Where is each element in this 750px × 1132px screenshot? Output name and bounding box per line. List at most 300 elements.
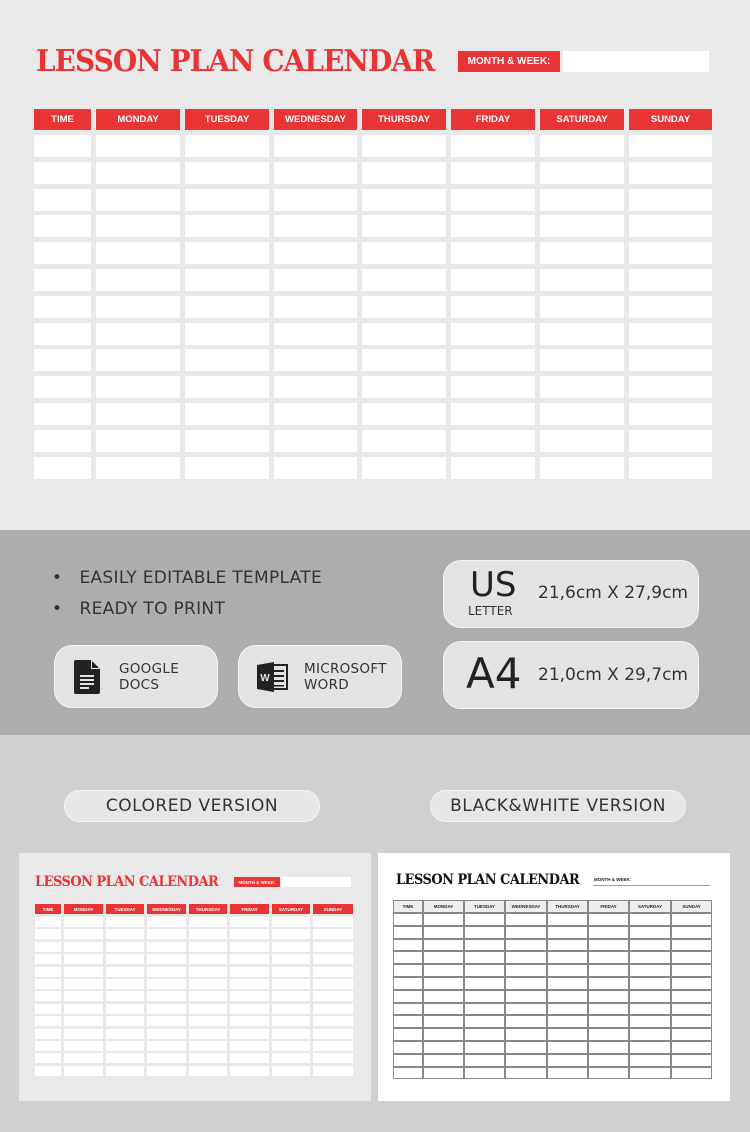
- calendar-title: LESSON PLAN CALENDAR: [36, 44, 435, 79]
- colored-version-preview: [19, 853, 371, 1101]
- preview-column-header: THURSDAY: [547, 900, 588, 913]
- preview-cell: [671, 977, 712, 990]
- calendar-cell[interactable]: [540, 376, 624, 398]
- preview-cell: [547, 990, 588, 1003]
- calendar-cell[interactable]: [629, 349, 712, 371]
- calendar-cell[interactable]: [362, 403, 446, 425]
- month-week-input[interactable]: [563, 51, 709, 72]
- preview-month-line: [593, 885, 710, 886]
- preview-cell: [505, 926, 547, 939]
- preview-cell: [106, 942, 144, 952]
- calendar-cell[interactable]: [274, 349, 357, 371]
- preview-cell: [272, 954, 310, 964]
- calendar-cell[interactable]: [451, 269, 535, 291]
- preview-cell: [272, 967, 310, 977]
- calendar-cell[interactable]: [34, 349, 91, 371]
- calendar-cell[interactable]: [451, 215, 535, 237]
- calendar-cell[interactable]: [96, 269, 180, 291]
- bw-version-label: BLACK&WHITE VERSION: [430, 790, 686, 822]
- preview-cell: [189, 929, 227, 939]
- calendar-cell[interactable]: [274, 296, 357, 318]
- preview-cell: [393, 1054, 423, 1067]
- calendar-cell[interactable]: [629, 403, 712, 425]
- preview-cell: [106, 991, 144, 1001]
- preview-cell: [64, 979, 103, 989]
- calendar-cell[interactable]: [185, 162, 269, 184]
- column-header-thursday: THURSDAY: [362, 109, 446, 130]
- calendar-cell[interactable]: [34, 430, 91, 452]
- calendar-cell[interactable]: [629, 162, 712, 184]
- preview-cell: [35, 1066, 61, 1076]
- preview-cell: [464, 1003, 505, 1016]
- preview-cell: [547, 951, 588, 964]
- calendar-cell[interactable]: [34, 135, 91, 157]
- preview-cell: [64, 1029, 103, 1039]
- size-name: A4: [466, 649, 522, 698]
- preview-cell: [272, 1016, 310, 1026]
- preview-cell: [505, 1067, 547, 1080]
- preview-cell: [423, 1003, 464, 1016]
- calendar-cell[interactable]: [362, 242, 446, 264]
- preview-cell: [671, 926, 712, 939]
- calendar-cell[interactable]: [540, 403, 624, 425]
- preview-column-header: FRIDAY: [588, 900, 629, 913]
- preview-cell: [272, 917, 310, 927]
- preview-cell: [464, 964, 505, 977]
- calendar-cell[interactable]: [96, 242, 180, 264]
- preview-cell: [588, 951, 629, 964]
- preview-cell: [106, 1066, 144, 1076]
- preview-cell: [423, 990, 464, 1003]
- preview-cell: [230, 979, 269, 989]
- features-section: [0, 530, 750, 735]
- preview-cell: [147, 929, 186, 939]
- preview-cell: [547, 1054, 588, 1067]
- preview-cell: [629, 926, 671, 939]
- preview-cell: [230, 954, 269, 964]
- microsoft-word-icon: [257, 662, 289, 692]
- preview-cell: [35, 1029, 61, 1039]
- preview-cell: [629, 1028, 671, 1041]
- preview-cell: [64, 1053, 103, 1063]
- preview-cell: [423, 977, 464, 990]
- calendar-cell[interactable]: [540, 296, 624, 318]
- calendar-cell[interactable]: [362, 189, 446, 211]
- preview-cell: [423, 951, 464, 964]
- calendar-cell[interactable]: [540, 323, 624, 345]
- preview-cell: [230, 991, 269, 1001]
- calendar-cell[interactable]: [274, 135, 357, 157]
- preview-cell: [106, 979, 144, 989]
- preview-cell: [313, 991, 353, 1001]
- preview-cell: [393, 1028, 423, 1041]
- calendar-cell[interactable]: [96, 215, 180, 237]
- calendar-cell[interactable]: [451, 296, 535, 318]
- preview-cell: [35, 1053, 61, 1063]
- preview-cell: [106, 1053, 144, 1063]
- calendar-cell[interactable]: [362, 269, 446, 291]
- preview-cell: [547, 1028, 588, 1041]
- preview-cell: [464, 913, 505, 926]
- preview-cell: [671, 1028, 712, 1041]
- preview-month-label: MONTH & WEEK:: [594, 877, 632, 882]
- calendar-cell[interactable]: [96, 189, 180, 211]
- preview-cell: [393, 964, 423, 977]
- preview-cell: [588, 1028, 629, 1041]
- calendar-cell[interactable]: [96, 349, 180, 371]
- preview-cell: [629, 913, 671, 926]
- calendar-cell[interactable]: [274, 242, 357, 264]
- calendar-cell[interactable]: [451, 135, 535, 157]
- size-dims: 21,0cm X 29,7cm: [538, 665, 688, 685]
- preview-cell: [671, 951, 712, 964]
- main-calendar-section: [0, 0, 750, 530]
- preview-cell: [393, 1067, 423, 1080]
- calendar-cell[interactable]: [185, 242, 269, 264]
- calendar-cell[interactable]: [540, 189, 624, 211]
- size-sub: LETTER: [468, 604, 513, 618]
- calendar-cell[interactable]: [451, 162, 535, 184]
- calendar-cell[interactable]: [629, 215, 712, 237]
- preview-cell: [64, 917, 103, 927]
- calendar-cell[interactable]: [34, 296, 91, 318]
- preview-cell: [393, 913, 423, 926]
- calendar-cell[interactable]: [540, 215, 624, 237]
- preview-column-header: SUNDAY: [313, 904, 353, 914]
- preview-cell: [505, 1028, 547, 1041]
- preview-cell: [64, 1004, 103, 1014]
- feature-item: • READY TO PRINT: [52, 599, 226, 619]
- calendar-cell[interactable]: [274, 376, 357, 398]
- preview-cell: [147, 1066, 186, 1076]
- preview-cell: [588, 913, 629, 926]
- preview-cell: [64, 967, 103, 977]
- preview-cell: [230, 917, 269, 927]
- preview-cell: [423, 913, 464, 926]
- column-header-sunday: SUNDAY: [629, 109, 712, 130]
- calendar-cell[interactable]: [96, 430, 180, 452]
- preview-cell: [464, 951, 505, 964]
- preview-cell: [189, 1053, 227, 1063]
- preview-cell: [629, 939, 671, 952]
- preview-cell: [147, 979, 186, 989]
- preview-cell: [106, 1029, 144, 1039]
- calendar-cell[interactable]: [362, 457, 446, 479]
- preview-cell: [671, 1015, 712, 1028]
- calendar-cell[interactable]: [274, 162, 357, 184]
- preview-cell: [393, 977, 423, 990]
- preview-cell: [35, 991, 61, 1001]
- preview-cell: [64, 942, 103, 952]
- calendar-cell[interactable]: [451, 349, 535, 371]
- preview-cell: [35, 979, 61, 989]
- preview-cell: [189, 917, 227, 927]
- preview-cell: [423, 1067, 464, 1080]
- preview-cell: [230, 1004, 269, 1014]
- google-docs-card: [54, 645, 218, 708]
- calendar-cell[interactable]: [540, 162, 624, 184]
- preview-cell: [505, 951, 547, 964]
- preview-cell: [464, 1041, 505, 1054]
- calendar-cell[interactable]: [274, 323, 357, 345]
- preview-cell: [547, 1041, 588, 1054]
- preview-cell: [547, 1015, 588, 1028]
- calendar-cell[interactable]: [34, 242, 91, 264]
- preview-cell: [35, 1016, 61, 1026]
- preview-cell: [505, 964, 547, 977]
- preview-cell: [147, 967, 186, 977]
- preview-cell: [393, 990, 423, 1003]
- preview-column-header: TUESDAY: [464, 900, 505, 913]
- calendar-cell[interactable]: [451, 189, 535, 211]
- preview-cell: [313, 942, 353, 952]
- calendar-cell[interactable]: [185, 403, 269, 425]
- calendar-cell[interactable]: [34, 215, 91, 237]
- preview-cell: [147, 1016, 186, 1026]
- month-week-label: MONTH & WEEK:: [458, 51, 560, 72]
- calendar-cell[interactable]: [185, 189, 269, 211]
- colored-version-label: COLORED VERSION: [64, 790, 320, 822]
- preview-cell: [629, 1041, 671, 1054]
- calendar-cell[interactable]: [540, 135, 624, 157]
- preview-cell: [464, 939, 505, 952]
- calendar-cell[interactable]: [274, 189, 357, 211]
- preview-cell: [547, 977, 588, 990]
- calendar-cell[interactable]: [362, 135, 446, 157]
- calendar-cell[interactable]: [274, 269, 357, 291]
- calendar-cell[interactable]: [274, 403, 357, 425]
- preview-cell: [671, 964, 712, 977]
- calendar-cell[interactable]: [540, 457, 624, 479]
- preview-cell: [464, 1054, 505, 1067]
- preview-cell: [629, 1067, 671, 1080]
- calendar-cell[interactable]: [362, 215, 446, 237]
- calendar-cell[interactable]: [34, 162, 91, 184]
- preview-cell: [313, 929, 353, 939]
- microsoft-word-card: [238, 645, 402, 708]
- preview-cell: [393, 1003, 423, 1016]
- calendar-cell[interactable]: [185, 269, 269, 291]
- preview-cell: [106, 1016, 144, 1026]
- preview-cell: [588, 977, 629, 990]
- calendar-cell[interactable]: [96, 457, 180, 479]
- preview-column-header: WEDNESDAY: [147, 904, 186, 914]
- calendar-cell[interactable]: [34, 323, 91, 345]
- preview-cell: [189, 967, 227, 977]
- preview-cell: [230, 1016, 269, 1026]
- calendar-cell[interactable]: [185, 457, 269, 479]
- preview-cell: [272, 1004, 310, 1014]
- preview-cell: [588, 939, 629, 952]
- preview-cell: [313, 1041, 353, 1051]
- preview-cell: [313, 1004, 353, 1014]
- calendar-cell[interactable]: [629, 376, 712, 398]
- preview-cell: [189, 1004, 227, 1014]
- preview-cell: [423, 1054, 464, 1067]
- calendar-cell[interactable]: [96, 135, 180, 157]
- preview-cell: [464, 1015, 505, 1028]
- preview-cell: [313, 917, 353, 927]
- calendar-cell[interactable]: [96, 403, 180, 425]
- calendar-cell[interactable]: [34, 269, 91, 291]
- preview-cell: [106, 967, 144, 977]
- a4-card: [443, 641, 699, 709]
- preview-cell: [505, 939, 547, 952]
- preview-cell: [505, 977, 547, 990]
- preview-cell: [547, 913, 588, 926]
- calendar-cell[interactable]: [629, 189, 712, 211]
- calendar-cell[interactable]: [185, 376, 269, 398]
- calendar-cell[interactable]: [451, 242, 535, 264]
- size-dims: 21,6cm X 27,9cm: [538, 583, 688, 603]
- preview-cell: [35, 1041, 61, 1051]
- preview-column-header: TUESDAY: [106, 904, 144, 914]
- preview-cell: [230, 1053, 269, 1063]
- feature-item: • EASILY EDITABLE TEMPLATE: [52, 568, 322, 588]
- calendar-cell[interactable]: [362, 323, 446, 345]
- calendar-cell[interactable]: [629, 323, 712, 345]
- calendar-cell[interactable]: [185, 215, 269, 237]
- preview-cell: [671, 913, 712, 926]
- preview-cell: [423, 926, 464, 939]
- preview-cell: [547, 939, 588, 952]
- calendar-cell[interactable]: [96, 296, 180, 318]
- calendar-cell[interactable]: [629, 457, 712, 479]
- preview-cell: [35, 967, 61, 977]
- preview-cell: [272, 1041, 310, 1051]
- calendar-cell[interactable]: [451, 430, 535, 452]
- preview-cell: [189, 991, 227, 1001]
- preview-cell: [464, 926, 505, 939]
- google-docs-icon: [74, 660, 100, 694]
- calendar-cell[interactable]: [362, 296, 446, 318]
- calendar-cell[interactable]: [629, 430, 712, 452]
- preview-cell: [189, 979, 227, 989]
- preview-column-header: TIME: [35, 904, 61, 914]
- calendar-cell[interactable]: [362, 349, 446, 371]
- preview-title: LESSON PLAN CALENDAR: [396, 872, 580, 888]
- calendar-cell[interactable]: [540, 269, 624, 291]
- preview-cell: [35, 917, 61, 927]
- preview-cell: [230, 1066, 269, 1076]
- svg-text:W: W: [260, 673, 270, 684]
- calendar-cell[interactable]: [185, 430, 269, 452]
- preview-cell: [147, 991, 186, 1001]
- calendar-cell[interactable]: [34, 403, 91, 425]
- preview-cell: [547, 926, 588, 939]
- preview-cell: [629, 964, 671, 977]
- preview-column-header: WEDNESDAY: [505, 900, 547, 913]
- calendar-cell[interactable]: [629, 242, 712, 264]
- preview-cell: [313, 954, 353, 964]
- calendar-cell[interactable]: [451, 403, 535, 425]
- preview-cell: [313, 1053, 353, 1063]
- column-header-time: TIME: [34, 109, 91, 130]
- preview-cell: [35, 1004, 61, 1014]
- calendar-cell[interactable]: [185, 349, 269, 371]
- preview-cell: [671, 1054, 712, 1067]
- preview-cell: [393, 951, 423, 964]
- preview-cell: [106, 954, 144, 964]
- preview-cell: [588, 990, 629, 1003]
- calendar-cell[interactable]: [274, 457, 357, 479]
- preview-cell: [313, 967, 353, 977]
- calendar-cell[interactable]: [96, 162, 180, 184]
- calendar-cell[interactable]: [96, 323, 180, 345]
- size-name: US: [470, 565, 517, 605]
- preview-cell: [147, 1053, 186, 1063]
- calendar-cell[interactable]: [629, 269, 712, 291]
- preview-cell: [147, 942, 186, 952]
- preview-cell: [505, 1054, 547, 1067]
- calendar-cell[interactable]: [185, 296, 269, 318]
- preview-cell: [272, 979, 310, 989]
- column-header-saturday: SATURDAY: [540, 109, 624, 130]
- preview-cell: [189, 1041, 227, 1051]
- preview-cell: [588, 1003, 629, 1016]
- preview-cell: [588, 1041, 629, 1054]
- calendar-cell[interactable]: [629, 296, 712, 318]
- preview-cell: [35, 954, 61, 964]
- calendar-cell[interactable]: [629, 135, 712, 157]
- us-letter-card: [443, 560, 699, 628]
- preview-column-header: TIME: [393, 900, 423, 913]
- preview-cell: [588, 964, 629, 977]
- preview-cell: [505, 1003, 547, 1016]
- preview-cell: [671, 939, 712, 952]
- preview-cell: [629, 1015, 671, 1028]
- preview-cell: [64, 929, 103, 939]
- preview-cell: [272, 1066, 310, 1076]
- calendar-cell[interactable]: [451, 376, 535, 398]
- preview-cell: [64, 991, 103, 1001]
- calendar-cell[interactable]: [362, 162, 446, 184]
- preview-cell: [671, 1041, 712, 1054]
- calendar-cell[interactable]: [362, 376, 446, 398]
- calendar-cell[interactable]: [451, 457, 535, 479]
- preview-cell: [230, 1029, 269, 1039]
- preview-cell: [272, 991, 310, 1001]
- calendar-cell[interactable]: [34, 189, 91, 211]
- calendar-cell[interactable]: [34, 457, 91, 479]
- preview-cell: [629, 1054, 671, 1067]
- calendar-cell[interactable]: [540, 242, 624, 264]
- preview-column-header: SATURDAY: [272, 904, 310, 914]
- preview-cell: [230, 967, 269, 977]
- calendar-cell[interactable]: [185, 135, 269, 157]
- preview-cell: [393, 1015, 423, 1028]
- app-label: GOOGLE DOCS: [119, 661, 180, 693]
- preview-cell: [35, 929, 61, 939]
- calendar-cell[interactable]: [362, 430, 446, 452]
- calendar-cell[interactable]: [185, 323, 269, 345]
- calendar-cell[interactable]: [540, 349, 624, 371]
- calendar-cell[interactable]: [274, 430, 357, 452]
- calendar-cell[interactable]: [274, 215, 357, 237]
- calendar-cell[interactable]: [451, 323, 535, 345]
- calendar-cell[interactable]: [34, 376, 91, 398]
- column-header-monday: MONDAY: [96, 109, 180, 130]
- preview-cell: [547, 1003, 588, 1016]
- preview-cell: [189, 942, 227, 952]
- preview-cell: [313, 1029, 353, 1039]
- calendar-cell[interactable]: [96, 376, 180, 398]
- preview-cell: [230, 942, 269, 952]
- preview-cell: [588, 1054, 629, 1067]
- preview-cell: [147, 1029, 186, 1039]
- preview-cell: [106, 917, 144, 927]
- calendar-cell[interactable]: [540, 430, 624, 452]
